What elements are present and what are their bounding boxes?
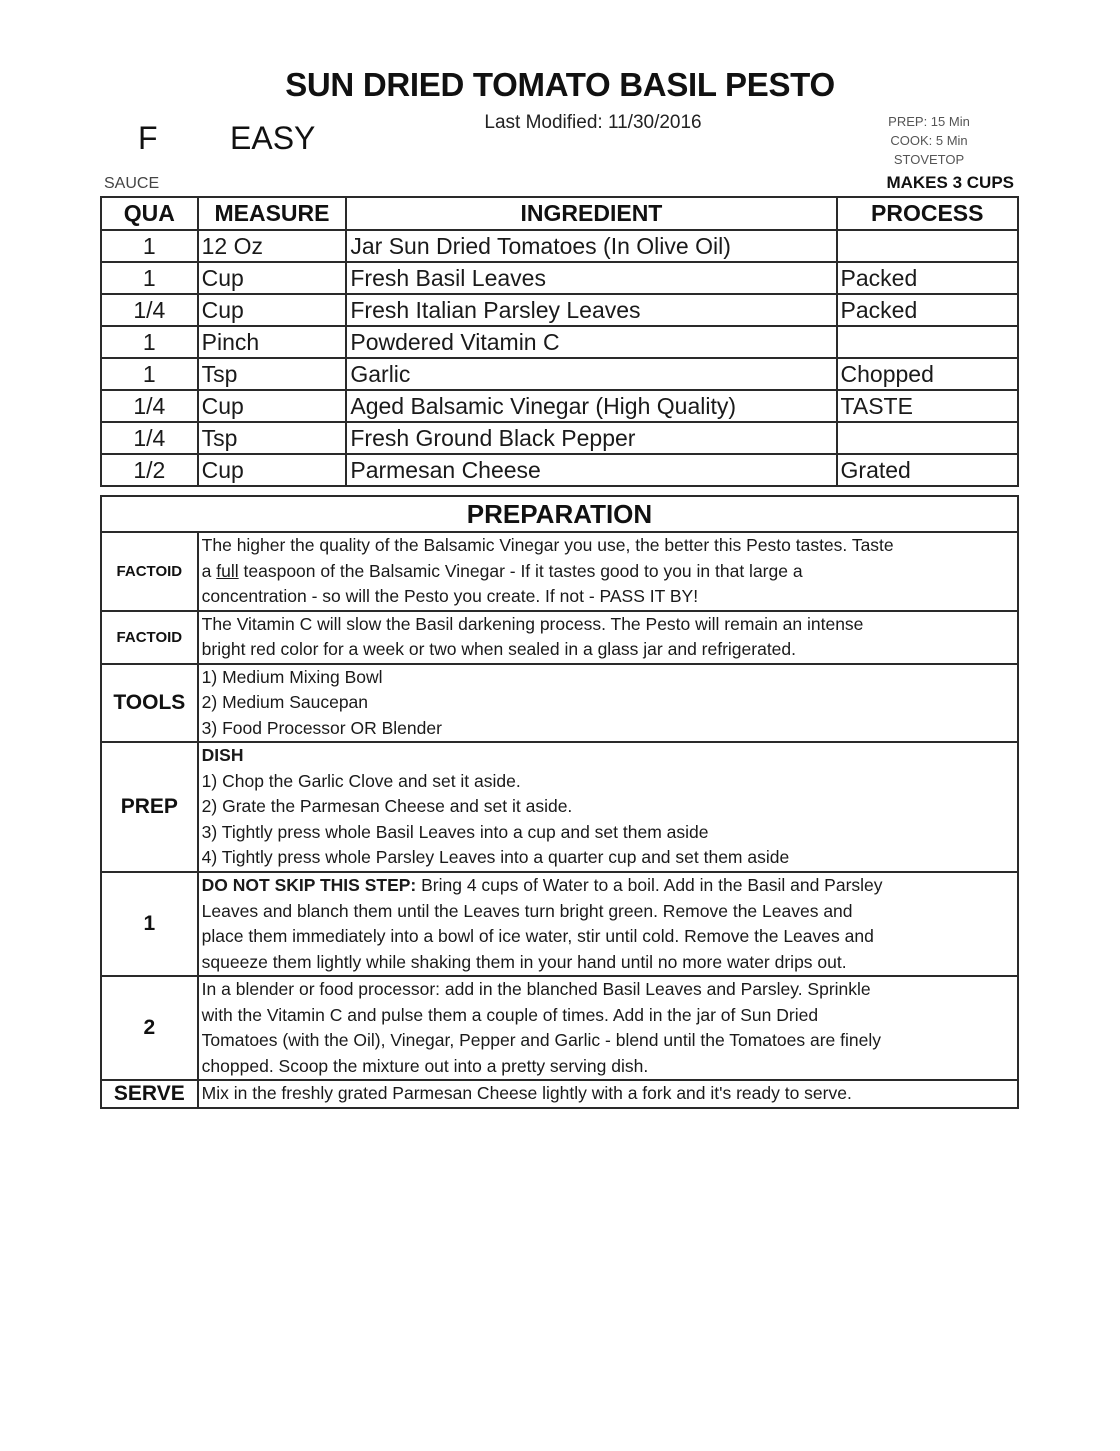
step-text (198, 872, 1018, 976)
ingredient-qua: 1 (101, 262, 198, 294)
factoid-label: FACTOID (101, 611, 198, 664)
step-row (101, 872, 1018, 976)
factoid-row (101, 532, 1018, 611)
tool-item: 2) Medium Saucepan (201, 692, 369, 712)
ingredient-measure: Cup (198, 454, 347, 486)
time-info (868, 112, 990, 169)
ingredient-row (101, 422, 1018, 454)
ingredient-qua: 1/2 (101, 454, 198, 486)
step-line: In a blender or food processor: add in the blanched Basil Leaves and Parsley. Sprinkle (201, 979, 871, 999)
prep-list (198, 742, 1018, 872)
ingredient-name: Fresh Ground Black Pepper (346, 422, 836, 454)
step-line (202, 873, 1014, 899)
ingredient-process: Chopped (837, 358, 1018, 390)
column-header-process: PROCESS (837, 197, 1018, 230)
ingredient-qua: 1/4 (101, 390, 198, 422)
prep-item: 4) Tightly press whole Parsley Leaves into a quarter cup and set them aside (201, 847, 790, 868)
serve-text (198, 1080, 1018, 1108)
factoid-text (198, 532, 1018, 611)
ingredient-qua: 1 (101, 230, 198, 262)
tools-list (198, 664, 1018, 743)
ingredient-process (837, 230, 1018, 262)
factoid-label: FACTOID (101, 532, 198, 611)
step-line: Tomatoes (with the Oil), Vinegar, Pepper and Garlic - blend until the Tomatoes are finely (201, 1030, 881, 1050)
preparation-table (100, 495, 1019, 1109)
ingredient-process: Packed (837, 262, 1018, 294)
ingredient-qua: 1 (101, 358, 198, 390)
ingredient-measure: Cup (198, 390, 347, 422)
step-line: chopped. Scoop the mixture out into a pretty serving dish. (201, 1055, 649, 1076)
ingredients-table (100, 196, 1019, 487)
cook-method: STOVETOP (893, 152, 965, 167)
ingredient-name: Fresh Italian Parsley Leaves (346, 294, 836, 326)
prep-item: 3) Tightly press whole Basil Leaves into a cup and set them aside (201, 821, 709, 842)
ingredient-process (837, 422, 1018, 454)
ingredient-row (101, 294, 1018, 326)
ingredient-row (101, 390, 1018, 422)
factoid-line: bright red color for a week or two when sealed in a glass jar and refrigerated. (201, 639, 797, 659)
ingredient-row (101, 326, 1018, 358)
ingredient-name: Parmesan Cheese (346, 454, 836, 486)
ingredient-name: Jar Sun Dried Tomatoes (In Olive Oil) (346, 230, 836, 262)
ingredient-measure: Tsp (198, 358, 347, 390)
tool-item: 1) Medium Mixing Bowl (201, 666, 383, 687)
recipe-title: SUN DRIED TOMATO BASIL PESTO (285, 66, 835, 103)
preparation-heading: PREPARATION (101, 496, 1018, 532)
category-label: SAUCE (104, 175, 160, 192)
ingredient-name: Fresh Basil Leaves (346, 262, 836, 294)
cook-time: COOK: 5 Min (890, 133, 968, 148)
last-modified: Last Modified: 11/30/2016 (484, 112, 702, 133)
text-fragment: a (201, 560, 217, 581)
prep-item: 1) Chop the Garlic Clove and set it aside. (201, 770, 521, 791)
ingredient-name: Aged Balsamic Vinegar (High Quality) (346, 390, 836, 422)
ingredient-process (837, 326, 1018, 358)
step-line: squeeze them lightly while shaking them in your hand until no more water drips out. (201, 951, 847, 972)
ingredient-qua: 1 (101, 326, 198, 358)
column-header-measure: MEASURE (198, 197, 347, 230)
prep-label: PREP (101, 742, 198, 872)
tools-row (101, 664, 1018, 743)
factoid-line: The higher the quality of the Balsamic Vinegar you use, the better this Pesto tastes. Taste (201, 535, 894, 555)
ingredient-measure: Tsp (198, 422, 347, 454)
step-text (198, 976, 1018, 1080)
text-fragment: teaspoon of the Balsamic Vinegar - If it tastes good to you in that large a (238, 560, 803, 581)
prep-time: PREP: 15 Min (888, 114, 970, 129)
step-label: 1 (101, 872, 198, 976)
prep-item: 2) Grate the Parmesan Cheese and set it aside. (201, 796, 573, 817)
step-row (101, 976, 1018, 1080)
ingredient-name: Garlic (346, 358, 836, 390)
warning-text: DO NOT SKIP THIS STEP: (201, 875, 417, 895)
serve-line: Mix in the freshly grated Parmesan Cheese lightly with a fork and it's ready to serve. (201, 1083, 852, 1103)
prep-heading: DISH (201, 745, 244, 766)
tool-item: 3) Food Processor OR Blender (201, 717, 442, 738)
ingredient-row (101, 262, 1018, 294)
step-label: 2 (101, 976, 198, 1080)
factoid-line: The Vitamin C will slow the Basil darkening process. The Pesto will remain an intense (201, 613, 864, 634)
ingredient-measure: Cup (198, 262, 347, 294)
ingredient-measure: Pinch (198, 326, 347, 358)
ingredient-measure: 12 Oz (198, 230, 347, 262)
ingredient-process: Packed (837, 294, 1018, 326)
serve-label: SERVE (101, 1080, 198, 1108)
grade-label: F (138, 120, 158, 156)
step-line: place them immediately into a bowl of ice water, stir until cold. Remove the Leaves and (201, 926, 874, 946)
text-fragment: Bring 4 cups of Water to a boil. Add in the Basil and Parsley (416, 875, 883, 895)
ingredient-process: Grated (837, 454, 1018, 486)
prep-row (101, 742, 1018, 872)
column-header-ingredient: INGREDIENT (346, 197, 836, 230)
ingredient-row (101, 454, 1018, 486)
step-line: Leaves and blanch them until the Leaves turn bright green. Remove the Leaves and (201, 900, 853, 921)
step-line: with the Vitamin C and pulse them a couple of times. Add in the jar of Sun Dried (201, 1004, 819, 1025)
factoid-line: concentration - so will the Pesto you create. If not - PASS IT BY! (201, 586, 699, 606)
emphasized-word: full (216, 560, 239, 581)
column-header-qua: QUA (101, 197, 198, 230)
serve-row (101, 1080, 1018, 1108)
preparation-header-row (101, 496, 1018, 532)
ingredient-qua: 1/4 (101, 422, 198, 454)
ingredient-measure: Cup (198, 294, 347, 326)
factoid-row (101, 611, 1018, 664)
ingredient-name: Powdered Vitamin C (346, 326, 836, 358)
ingredient-qua: 1/4 (101, 294, 198, 326)
factoid-line (202, 559, 1014, 585)
ingredient-row (101, 358, 1018, 390)
ingredients-header-row (101, 197, 1018, 230)
ingredient-process: TASTE (837, 390, 1018, 422)
ingredient-row (101, 230, 1018, 262)
yield-label: MAKES 3 CUPS (886, 173, 1014, 192)
difficulty-label: EASY (230, 120, 316, 156)
factoid-text (198, 611, 1018, 664)
tools-label: TOOLS (101, 664, 198, 743)
